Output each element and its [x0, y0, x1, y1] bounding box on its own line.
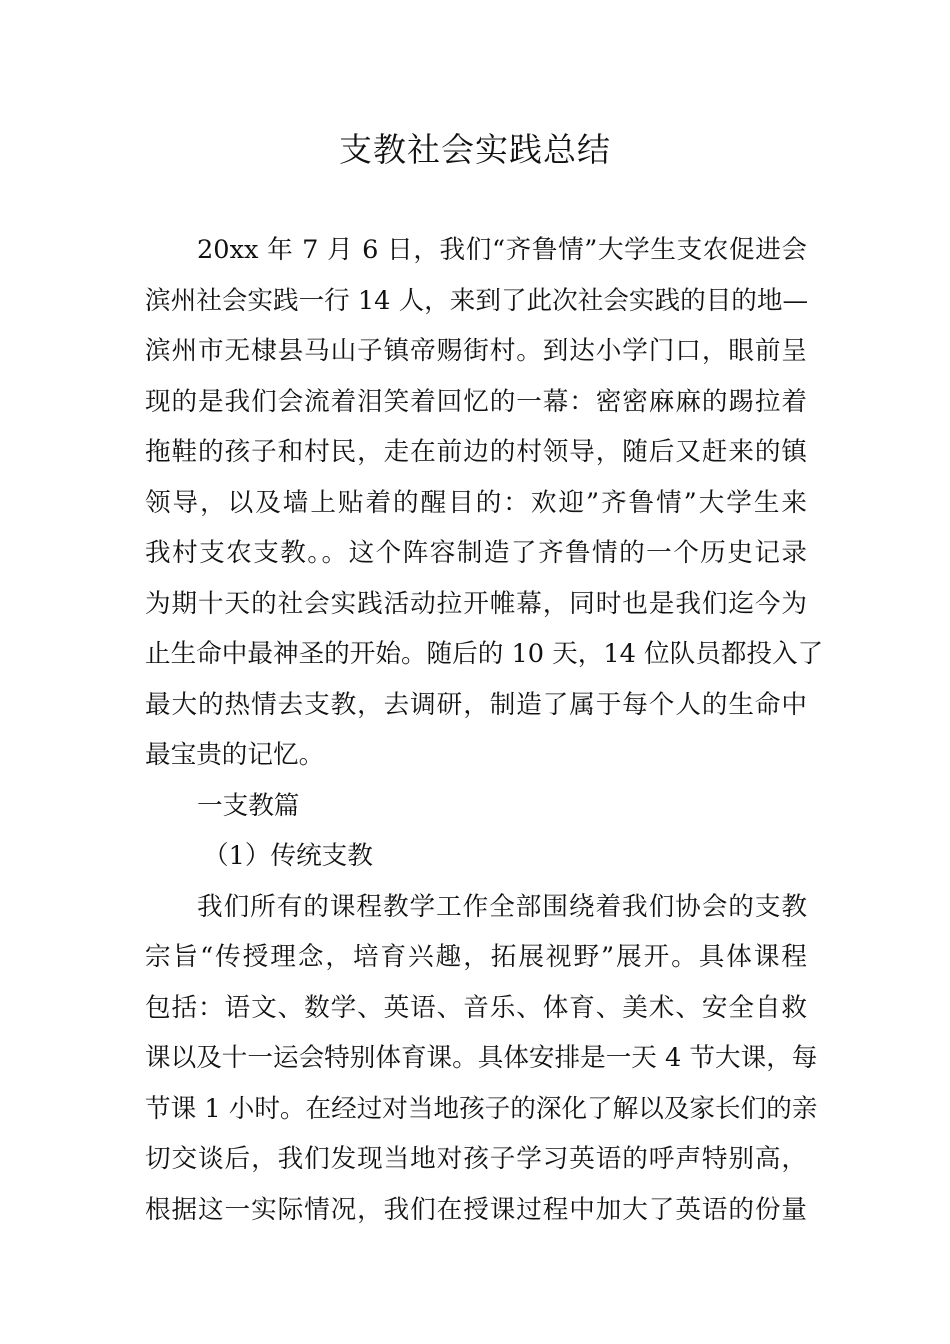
paragraph-line: 根据这一实际情况，我们在授课过程中加大了英语的份量	[145, 1194, 807, 1225]
paragraph-line: 领导，以及墙上贴着的醒目的：欢迎”齐鲁情”大学生来	[145, 487, 807, 518]
paragraph-line: 20xx 年 7 月 6 日，我们“齐鲁情”大学生支农促进会	[197, 235, 807, 265]
paragraph-line: 最大的热情去支教，去调研，制造了属于每个人的生命中	[145, 689, 807, 720]
paragraph-line: 包括：语文、数学、英语、音乐、体育、美术、安全自救	[145, 992, 807, 1023]
section-heading: 一支教篇	[197, 790, 300, 821]
paragraph-line: 滨州社会实践一行 14 人，来到了此次社会实践的目的地—	[145, 285, 809, 316]
paragraph-line: 节课 1 小时。在经过对当地孩子的深化了解以及家长们的亲	[145, 1093, 818, 1124]
subsection-heading: （1）传统支教	[203, 841, 373, 871]
paragraph-line: 滨州市无棣县马山子镇帝赐街村。到达小学门口，眼前呈	[145, 336, 807, 366]
paragraph-line: 止生命中最神圣的开始。随后的 10 天，14 位队员都投入了	[145, 639, 824, 669]
paragraph-line: 宗旨“传授理念，培育兴趣，拓展视野”展开。具体课程	[145, 942, 807, 972]
paragraph-line: 拖鞋的孩子和村民，走在前边的村领导，随后又赶来的镇	[145, 437, 807, 467]
paragraph-line: 现的是我们会流着泪笑着回忆的一幕：密密麻麻的踢拉着	[145, 386, 807, 417]
paragraph-line: 课以及十一运会特别体育课。具体安排是一天 4 节大课，每	[145, 1043, 818, 1073]
paragraph-line: 我村支农支教。。这个阵容制造了齐鲁情的一个历史记录	[145, 538, 807, 568]
document-body	[145, 225, 824, 1235]
paragraph-line: 切交谈后，我们发现当地对孩子学习英语的呼声特别高，	[145, 1144, 807, 1174]
paragraph-line: 最宝贵的记忆。	[145, 740, 325, 770]
paragraph-line: 为期十天的社会实践活动拉开帷幕，同时也是我们迄今为	[145, 588, 807, 619]
document-title: 支教社会实践总结	[339, 130, 611, 169]
paragraph-line: 我们所有的课程教学工作全部围绕着我们协会的支教	[197, 891, 807, 922]
